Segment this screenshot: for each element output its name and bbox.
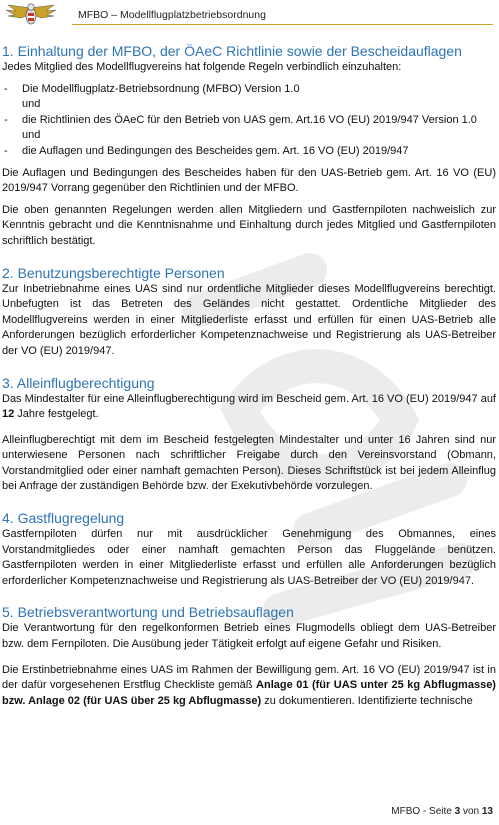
page-footer: MFBO - Seite 3 von 13	[391, 806, 493, 817]
section-3-heading: 3. Alleinflugberechtigung	[2, 374, 155, 391]
document-title: MFBO – Modellflugplatzbetriebsordnung	[78, 9, 266, 21]
section-3-paragraph: Das Mindestalter für eine Alleinflugberechtigung wird im Bescheid gem. Art. 16 VO (EU) 2019/947 auf 12 Jahre festgelegt.	[2, 392, 496, 421]
page-content	[2, 42, 496, 709]
section-5-heading: 5. Betriebsverantwortung und Betriebsauflagen	[2, 604, 294, 621]
section-3-paragraph: Alleinflugberechtigt mit dem im Bescheid festgelegten Mindestalter und unter 16 Jahren sind nur unterwiesene Personen nach schriftlicher Freigabe durch den Vereinsvorstand (Obmann, Vorstandmitglied oder einer namhaft gemachten Person). Dieses Schriftstück ist bei jedem Alleinflug bei Anfrage der zuständigen Behörde bzw. der Exekutivbehörde vorzulegen.	[2, 433, 496, 493]
section-4-paragraph: Gastfernpiloten dürfen nur mit ausdrücklicher Genehmigung des Obmannes, eines Vorstandmitgliedes oder einer namhaft gemachten Person das Fluggelände benützen. Gastfernpiloten werden in einer Mitgliederliste erfasst und erfüllen alle Anforderungen bezüglich erforderlicher Kompetenznachweise und Registrierung als UAS-Betreiber der VO (EU) 2019/947.	[2, 528, 496, 587]
list-item: - die Richtlinien des ÖAeC für den Betrieb von UAS gem. Art.16 VO (EU) 2019/947 Version 1.0	[4, 113, 477, 126]
club-eagle-logo	[2, 2, 60, 28]
minimum-age: 12	[2, 408, 15, 421]
section-5-paragraph: Die Verantwortung für den regelkonformen Betrieb eines Flugmodells obliegt dem UAS-Betreiber bzw. dem Fernpiloten. Die Ausübung jeder Tätigkeit erfolgt auf eigene Gefahr und Risiken.	[2, 622, 496, 651]
page-header	[0, 0, 499, 30]
section-1-paragraph: Die oben genannten Regelungen werden allen Mitgliedern und Gastfernpiloten nachweislich zur Kenntnis gebracht und die Kenntnisnahme und Einhaltung durch jedes Mitglied und Gastfernpiloten schriftlich bestätigt.	[2, 203, 496, 247]
list-item: - Die Modellflugplatz-Betriebsordnung (MFBO) Version 1.0	[4, 82, 300, 95]
page-number: 3	[454, 806, 461, 817]
section-1-paragraph: Die Auflagen und Bedingungen des Bescheides haben für den UAS-Betrieb gem. Art. 16 VO (EU) 2019/947 Vorrang gegenüber den Richtlinien und der MFBO.	[2, 166, 496, 195]
list-item: - die Auflagen und Bedingungen des Bescheides gem. Art. 16 VO (EU) 2019/947	[4, 144, 409, 157]
section-5-paragraph: Die Erstinbetriebnahme eines UAS im Rahmen der Bewilligung gem. Art. 16 VO (EU) 2019/947 ist in der dafür vorgesehenen Erstflug Checkliste gemäß Anlage 01 (für UAS unter 25 kg Abflugmasse) bzw. Anlage 02 (für UAS über 25 kg Abflugmasse) zu dokumentieren. Identifizierte technische	[2, 663, 496, 707]
section-1-intro: Jedes Mitglied des Modellflugvereins hat folgende Regeln verbindlich einzuhalten:	[2, 61, 402, 73]
annex-reference: Anlage 01 (für UAS unter 25 kg Abflugmasse) bzw. Anlage 02 (für UAS über 25 kg Abflugmasse)	[2, 679, 496, 707]
section-2-heading: 2. Benutzungsberechtigte Personen	[2, 264, 225, 281]
page-total: 13	[481, 806, 493, 817]
section-2-paragraph: Zur Inbetriebnahme eines UAS sind nur ordentliche Mitglieder dieses Modellflugvereins berechtigt. Unbefugten ist das Betreten des Geländes nicht gestattet. Ordentliche Mitglieder des Modellflugvereins werden in einer Mitgliederliste erfasst und erfüllen für einen UAS-Betrieb alle Anforderungen bezüglich erforderlicher Kompetenznachweise und Registrierung als UAS-Betreiber der VO (EU) 2019/947.	[2, 282, 496, 357]
header-rule	[72, 24, 493, 25]
list-connector: und	[22, 129, 41, 142]
rules-list	[2, 82, 496, 98]
section-4-heading: 4. Gastflugregelung	[2, 510, 125, 527]
list-connector: und	[22, 98, 41, 111]
section-1-heading: 1. Einhaltung der MFBO, der ÖAeC Richtlinie sowie der Bescheidauflagen	[2, 43, 462, 59]
